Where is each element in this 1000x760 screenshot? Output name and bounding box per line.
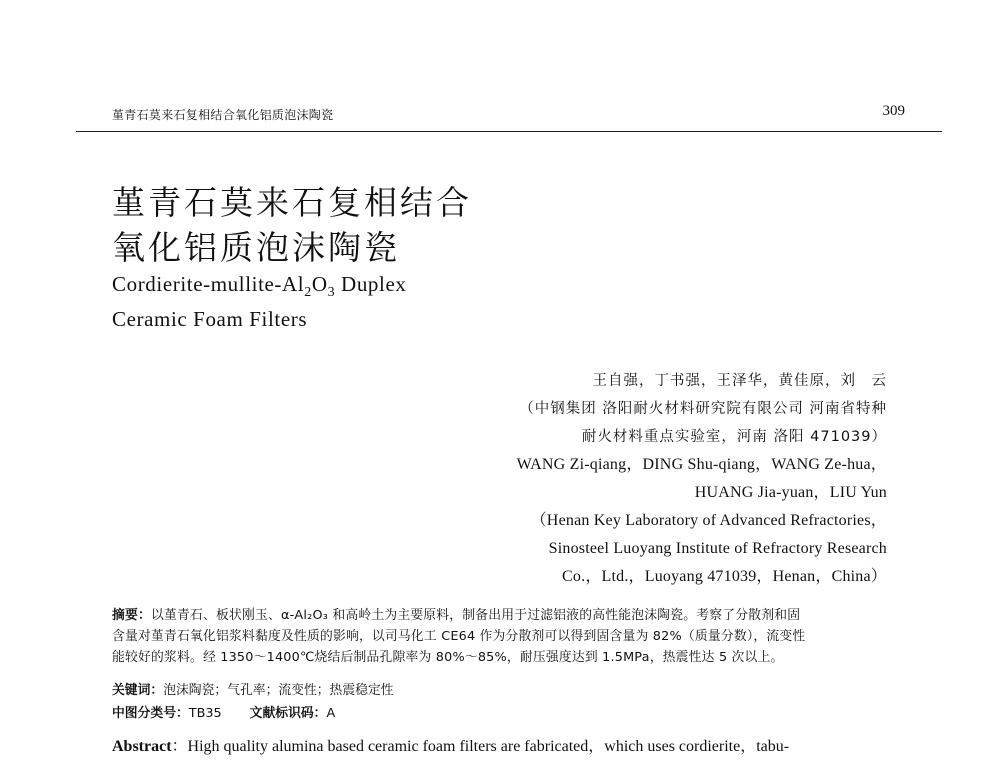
abstract-cn-line-2: 含量对堇青石氧化铝浆料黏度及性质的影响，以司马化工 CE64 作为分散剂可以得到固含量为 82%（质量分数），流变性 — [112, 629, 806, 644]
author-names-cn: 王自强，丁书强，王泽华，黄佳原，刘 云 — [592, 373, 887, 389]
clc-value: TB35 — [188, 706, 222, 721]
title-cn-line-1: 堇青石莫来石复相结合 — [112, 183, 472, 222]
page-number: 309 — [882, 103, 905, 119]
title-en-line-1 — [112, 271, 406, 306]
title-cn-line-2: 氧化铝质泡沫陶瓷 — [112, 228, 400, 267]
running-title: 堇青石莫来石复相结合氧化铝质泡沫陶瓷 — [112, 108, 334, 122]
running-header — [112, 103, 905, 125]
keywords-text: 泡沫陶瓷；气孔率；流变性；热震稳定性 — [163, 683, 394, 698]
title-en-line-2: Ceramic Foam Filters — [112, 307, 308, 331]
abstract-en — [112, 733, 912, 756]
title-en-part-3: Duplex — [335, 272, 407, 296]
doc-code-label: 文献标识码： — [249, 706, 327, 721]
title-en-part-2: O — [311, 272, 328, 296]
abstract-cn-text-1: 以堇青石、板状刚玉、α-Al₂O₃ 和高岭土为主要原料，制备出用于过滤铝液的高性能泡沫陶瓷。考察了分散剂和固 — [151, 608, 801, 623]
author-names-en-line-2: HUANG Jia-yuan，LIU Yun — [694, 484, 887, 501]
abstract-cn-line-3: 能较好的浆料。经 1350～1400℃烧结后制品孔隙率为 80%～85%，耐压强度达到 1.5MPa，热震性达 5 次以上。 — [112, 650, 784, 665]
doc-code-value: A — [326, 706, 336, 721]
affiliation-cn-line-2: 耐火材料重点实验室，河南 洛阳 471039） — [581, 429, 887, 445]
affiliation-en-line-1: （Henan Key Laboratory of Advanced Refractories， — [530, 512, 887, 529]
title-en-sub-1: 2 — [304, 285, 312, 301]
keywords — [112, 679, 394, 698]
clc-label: 中图分类号： — [112, 706, 189, 721]
title-en-sub-2: 3 — [327, 285, 336, 301]
keywords-label: 关键词： — [112, 683, 164, 698]
abstract-cn-line-1 — [112, 605, 902, 626]
affiliation-cn-line-1: （中钢集团 洛阳耐火材料研究院有限公司 河南省特种 — [519, 401, 887, 417]
affiliation-en-line-3: Co.，Ltd.，Luoyang 471039，Henan，China） — [562, 568, 887, 585]
affiliation-en-line-2: Sinosteel Luoyang Institute of Refractory Research — [548, 540, 887, 557]
abstract-en-text: ：High quality alumina based ceramic foam filters are fabricated，which uses cordierite，tabu- — [171, 738, 790, 755]
author-block — [367, 367, 887, 591]
author-names-en-line-1: WANG Zi-qiang，DING Shu-qiang，WANG Ze-hua， — [516, 456, 887, 473]
abstract-cn — [112, 605, 902, 668]
classification-row — [112, 702, 335, 721]
abstract-cn-label: 摘要： — [112, 608, 151, 623]
header-divider — [76, 131, 942, 132]
abstract-en-label: Abstract — [112, 738, 172, 755]
title-en-part-1: Cordierite-mullite-Al — [112, 272, 305, 296]
